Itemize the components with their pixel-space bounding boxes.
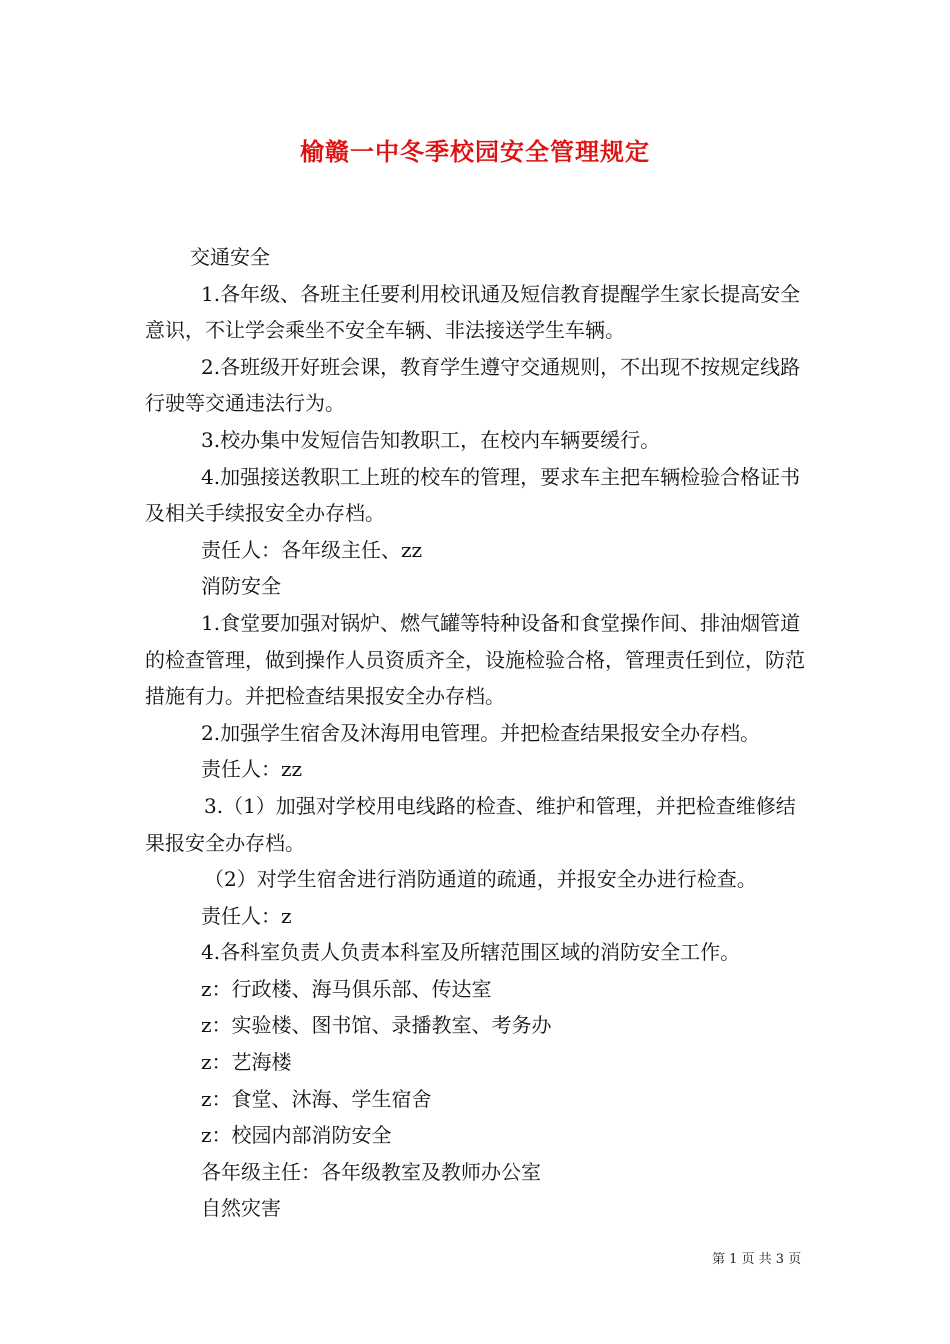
document-body (145, 239, 807, 1227)
list-item: 各年级主任：各年级教室及教师办公室 (201, 1159, 541, 1184)
paragraph: （2）对学生宿舍进行消防通道的疏通，并报安全办进行检查。 (204, 867, 757, 892)
paragraph: 4.各科室负责人负责本科室及所辖范围区域的消防安全工作。 (201, 940, 741, 965)
responsible-person: 责任人：z (201, 903, 292, 928)
paragraph: 2.各班级开好班会课，教育学生遵守交通规则，不出现不按规定线路行驶等交通违法行为。 (145, 354, 801, 416)
section-heading-natural-disaster: 自然灾害 (201, 1196, 281, 1221)
paragraph: 2.加强学生宿舍及沐海用电管理。并把检查结果报安全办存档。 (201, 720, 761, 745)
list-item: z：校园内部消防安全 (201, 1123, 392, 1148)
paragraph: 3.校办集中发短信告知教职工，在校内车辆要缓行。 (201, 427, 661, 452)
list-item: z：艺海楼 (201, 1050, 292, 1075)
section-heading-traffic: 交通安全 (190, 245, 270, 269)
section-heading-fire: 消防安全 (201, 574, 281, 599)
list-item: z：食堂、沐海、学生宿舍 (201, 1086, 432, 1111)
paragraph: 1.各年级、各班主任要利用校讯通及短信教育提醒学生家长提高安全意识，不让学会乘坐不安全车辆、非法接送学生车辆。 (145, 281, 801, 343)
list-item: z：实验楼、图书馆、录播教室、考务办 (201, 1013, 552, 1038)
document-title: 榆赣一中冬季校园安全管理规定 (300, 138, 650, 166)
paragraph: 4.加强接送教职工上班的校车的管理，要求车主把车辆检验合格证书及相关手续报安全办存档。 (145, 464, 801, 526)
paragraph: 1.食堂要加强对锅炉、燃气罐等特种设备和食堂操作间、排油烟管道的检查管理，做到操作人员资质齐全，设施检验合格，管理责任到位，防范措施有力。并把检查结果报安全办存档。 (145, 610, 805, 709)
list-item: z：行政楼、海马俱乐部、传达室 (201, 976, 492, 1001)
paragraph: 3.（1）加强对学校用电线路的检查、维护和管理，并把检查维修结果报安全办存档。 (145, 793, 796, 855)
page-number-footer: 第 1 页 共 3 页 (712, 1252, 802, 1267)
responsible-person: 责任人：各年级主任、zz (201, 537, 423, 562)
responsible-person: 责任人：zz (201, 757, 303, 782)
